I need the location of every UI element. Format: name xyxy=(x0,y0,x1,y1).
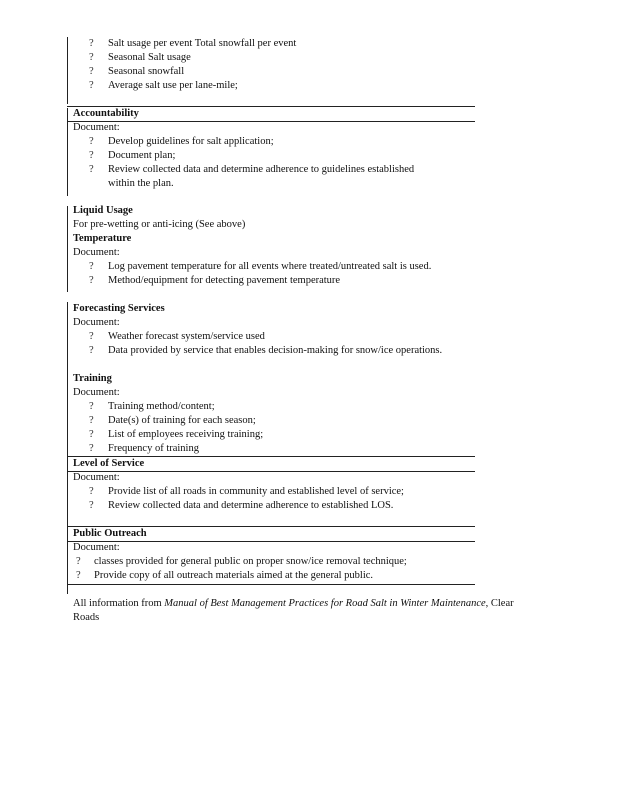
forecasting-heading: Forecasting Services xyxy=(73,303,165,314)
accountability-heading: Accountability xyxy=(73,108,139,119)
list-item: Training method/content; xyxy=(108,401,215,412)
bullet-icon: ? xyxy=(89,136,94,147)
bullet-icon: ? xyxy=(89,66,94,77)
left-rule-forecasting xyxy=(67,302,68,594)
bullet-icon: ? xyxy=(89,275,94,286)
document-label: Document: xyxy=(73,542,120,553)
list-item: Seasonal Salt usage xyxy=(108,52,191,63)
bullet-icon: ? xyxy=(89,401,94,412)
document-label: Document: xyxy=(73,317,120,328)
bullet-icon: ? xyxy=(89,80,94,91)
bullet-icon: ? xyxy=(89,345,94,356)
public-outreach-heading: Public Outreach xyxy=(73,528,147,539)
liquid-usage-text: For pre-wetting or anti-icing (See above) xyxy=(73,219,246,230)
list-item: Weather forecast system/service used xyxy=(108,331,265,342)
citation-suffix: , Clear xyxy=(485,598,514,609)
document-label: Document: xyxy=(73,472,120,483)
list-item: classes provided for general public on proper snow/ice removal technique; xyxy=(94,556,407,567)
citation-title: Manual of Best Management Practices for Road Salt in Winter Maintenance xyxy=(164,598,486,609)
list-item: Frequency of training xyxy=(108,443,199,454)
list-item: Date(s) of training for each season; xyxy=(108,415,256,426)
bullet-icon: ? xyxy=(89,164,94,175)
list-item: Review collected data and determine adherence to guidelines established xyxy=(108,164,415,175)
list-item: Provide list of all roads in community and established level of service; xyxy=(108,486,404,497)
list-item: Method/equipment for detecting pavement temperature xyxy=(108,275,341,286)
list-item: Document plan; xyxy=(108,150,176,161)
list-item: Seasonal snowfall xyxy=(108,66,185,77)
bullet-icon: ? xyxy=(89,150,94,161)
bullet-icon: ? xyxy=(89,38,94,49)
left-rule-liquid xyxy=(67,206,68,292)
bullet-icon: ? xyxy=(89,52,94,63)
section-divider xyxy=(67,121,475,122)
citation-line2: Roads xyxy=(73,612,100,623)
bullet-icon: ? xyxy=(89,331,94,342)
section-divider xyxy=(67,584,475,585)
citation-prefix: All information from xyxy=(73,598,165,609)
list-item: Salt usage per event Total snowfall per event xyxy=(108,38,297,49)
list-item: Log pavement temperature for all events where treated/untreated salt is used. xyxy=(108,261,432,272)
temperature-heading: Temperature xyxy=(73,233,132,244)
bullet-icon: ? xyxy=(89,415,94,426)
bullet-icon: ? xyxy=(76,556,81,567)
section-divider xyxy=(67,471,475,472)
bullet-icon: ? xyxy=(89,443,94,454)
document-label: Document: xyxy=(73,122,120,133)
list-item: Develop guidelines for salt application; xyxy=(108,136,274,147)
list-item: Review collected data and determine adherence to established LOS. xyxy=(108,500,394,511)
bullet-icon: ? xyxy=(89,486,94,497)
bullet-icon: ? xyxy=(76,570,81,581)
list-item: Average salt use per lane-mile; xyxy=(108,80,238,91)
list-item: Provide copy of all outreach materials aimed at the general public. xyxy=(94,570,374,581)
document-label: Document: xyxy=(73,247,120,258)
document-label: Document: xyxy=(73,387,120,398)
section-divider xyxy=(67,541,475,542)
liquid-usage-heading: Liquid Usage xyxy=(73,205,133,216)
list-item-continuation: within the plan. xyxy=(108,178,174,189)
left-rule-top xyxy=(67,37,68,104)
bullet-icon: ? xyxy=(89,500,94,511)
level-of-service-heading: Level of Service xyxy=(73,458,145,469)
training-heading: Training xyxy=(73,373,112,384)
source-citation xyxy=(73,597,553,625)
bullet-icon: ? xyxy=(89,261,94,272)
bullet-icon: ? xyxy=(89,429,94,440)
list-item: Data provided by service that enables decision-making for snow/ice operations. xyxy=(108,345,443,356)
list-item: List of employees receiving training; xyxy=(108,429,264,440)
